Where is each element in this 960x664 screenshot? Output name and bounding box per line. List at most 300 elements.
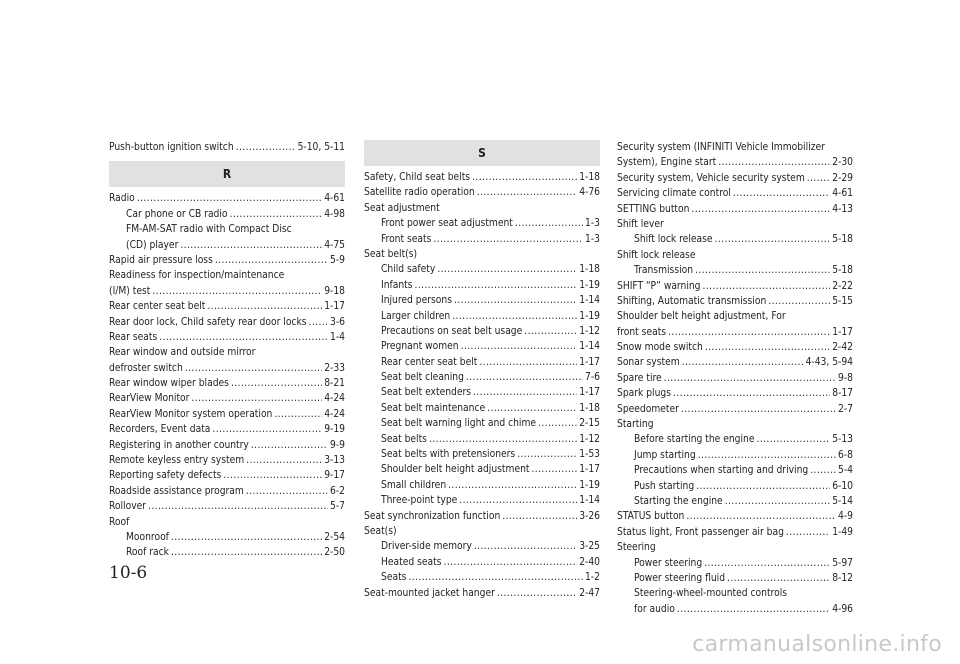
entry-page-ref: 5-9	[330, 254, 345, 266]
entry-page-ref: 3-6	[330, 316, 345, 328]
dot-leader	[696, 479, 830, 494]
entry-text: Servicing climate control	[617, 188, 731, 200]
dot-leader	[718, 155, 830, 170]
entry-page-ref: 1-3	[585, 218, 600, 230]
entry-text: Heated seats	[381, 556, 442, 568]
entry-page-ref: 5-14	[832, 495, 853, 507]
entry-text: Status light, Front passenger air bag	[617, 526, 784, 538]
entry-text: Rollover	[109, 501, 147, 513]
entry-page-ref: 1-14	[579, 341, 600, 353]
index-entry	[617, 479, 853, 494]
entry-text: Injured persons	[381, 295, 452, 307]
index-entry	[364, 447, 600, 462]
entry-page-ref: 3-26	[579, 510, 600, 522]
index-entry	[364, 247, 600, 262]
dot-leader	[538, 416, 577, 431]
entry-page-ref: 5-97	[832, 557, 853, 569]
entry-page-ref: 1-17	[579, 356, 600, 368]
entry-text: Shift lock release	[617, 249, 696, 261]
index-entry	[617, 509, 853, 524]
dot-leader	[682, 355, 804, 370]
entry-text: front seats	[617, 326, 667, 338]
entry-text: Spare tire	[617, 372, 662, 384]
entry-text: Seat belt warning light and chime	[381, 418, 537, 430]
entry-page-ref: 2-29	[832, 172, 853, 184]
watermark-text: carmanualsonline.info	[692, 632, 942, 657]
index-entry	[364, 339, 600, 354]
entry-page-ref: 5-4	[838, 465, 853, 477]
index-entry	[109, 530, 345, 545]
index-entry	[109, 361, 345, 376]
entry-text: Security system, Vehicle security system	[617, 172, 805, 184]
index-entry	[364, 170, 600, 185]
index-entry	[364, 262, 600, 277]
dot-leader	[807, 171, 830, 186]
entry-page-ref: 1-2	[585, 572, 600, 584]
index-entry	[109, 238, 345, 253]
index-column-2	[364, 140, 600, 601]
entry-text: Speedometer	[617, 403, 679, 415]
entry-page-ref: 5-18	[832, 265, 853, 277]
entry-text: STATUS button	[617, 511, 685, 523]
entry-text: Front power seat adjustment	[381, 218, 513, 230]
dot-leader	[479, 355, 577, 370]
dot-leader	[466, 370, 583, 385]
index-entry	[109, 140, 345, 155]
dot-leader	[677, 602, 830, 617]
dot-leader	[517, 447, 577, 462]
entry-page-ref: 1-17	[832, 326, 853, 338]
dot-leader	[159, 330, 328, 345]
entry-text: Sonar system	[617, 357, 680, 369]
index-entry	[617, 525, 853, 540]
entry-text: Three-point type	[381, 495, 458, 507]
entry-text: Push-button ignition switch	[109, 141, 234, 153]
dot-leader	[274, 407, 322, 422]
dot-leader	[454, 293, 577, 308]
entry-text: Roof rack	[126, 547, 169, 559]
entry-text: Precautions when starting and driving	[634, 465, 809, 477]
entry-text: RearView Monitor	[109, 393, 190, 405]
entry-text: Rear window and outside mirror	[109, 347, 256, 359]
entry-page-ref: 5-7	[330, 501, 345, 513]
index-entry	[617, 494, 853, 509]
dot-leader	[715, 232, 831, 247]
entry-text: Rear seats	[109, 331, 158, 343]
index-entry	[617, 202, 853, 217]
dot-leader	[452, 309, 577, 324]
entry-page-ref: 1-19	[579, 279, 600, 291]
entry-text: Front seats	[381, 233, 432, 245]
dot-leader	[681, 402, 836, 417]
entry-page-ref: 6-8	[838, 449, 853, 461]
entry-page-ref: 1-18	[579, 264, 600, 276]
entries-s	[364, 170, 600, 601]
entry-text: Readiness for inspection/maintenance	[109, 270, 285, 282]
entry-text: Safety, Child seat belts	[364, 171, 471, 183]
index-entry	[617, 171, 853, 186]
dot-leader	[473, 385, 577, 400]
index-column-1	[109, 140, 345, 561]
dot-leader	[444, 555, 578, 570]
entries-r	[109, 191, 345, 560]
dot-leader	[725, 494, 830, 509]
entry-page-ref: 1-49	[832, 526, 853, 538]
index-entry	[109, 438, 345, 453]
entry-text: Seat(s)	[364, 525, 397, 537]
index-entry	[364, 432, 600, 447]
entry-text: Seat belt extenders	[381, 387, 472, 399]
index-entry	[617, 448, 853, 463]
entry-text: Starting	[617, 419, 654, 431]
entry-page-ref: 3-25	[579, 541, 600, 553]
entry-page-ref: 9-9	[330, 439, 345, 451]
entry-page-ref: 4-24	[324, 393, 345, 405]
entry-text: Roof	[109, 516, 130, 528]
dot-leader	[477, 185, 577, 200]
entry-text: Shifting, Automatic transmission	[617, 295, 767, 307]
dot-leader	[246, 484, 328, 499]
entry-text: Power steering fluid	[634, 572, 726, 584]
entry-text: Starting the engine	[634, 495, 723, 507]
dot-leader	[705, 340, 830, 355]
index-entry	[109, 299, 345, 314]
dot-leader	[408, 570, 583, 585]
entry-page-ref: 9-18	[324, 285, 345, 297]
dot-leader	[152, 284, 322, 299]
dot-leader	[236, 140, 296, 155]
entry-page-ref: 1-12	[579, 325, 600, 337]
index-entry	[364, 370, 600, 385]
index-entry	[617, 355, 853, 370]
entry-text: Shoulder belt height adjustment, For	[617, 311, 786, 323]
entry-page-ref: 5-18	[832, 234, 853, 246]
entry-page-ref: 8-21	[324, 378, 345, 390]
entry-page-ref: 1-53	[579, 449, 600, 461]
dot-leader	[215, 253, 328, 268]
dot-leader	[664, 371, 836, 386]
dot-leader	[487, 401, 577, 416]
entry-text: Precautions on seat belt usage	[381, 325, 523, 337]
index-entry	[364, 493, 600, 508]
index-entry	[617, 586, 853, 601]
entry-text: Steering	[617, 542, 656, 554]
index-entry	[364, 201, 600, 216]
dot-leader	[703, 279, 831, 294]
entry-text: Jump starting	[634, 449, 696, 461]
entry-page-ref: 1-14	[579, 495, 600, 507]
index-entry	[617, 340, 853, 355]
dot-leader	[497, 586, 577, 601]
entry-text: Rear door lock, Child safety rear door locks	[109, 316, 307, 328]
entry-page-ref: 1-14	[579, 295, 600, 307]
entry-page-ref: 2-30	[832, 157, 853, 169]
letter-heading-s	[364, 140, 600, 166]
entry-text: Shift lock release	[634, 234, 713, 246]
entry-text: System), Engine start	[617, 157, 717, 169]
entry-text: Seat belts	[381, 433, 427, 445]
index-entry	[617, 309, 853, 324]
entry-text: Rear center seat belt	[381, 356, 478, 368]
entry-text: Security system (INFINITI Vehicle Immobilizer	[617, 141, 825, 153]
entry-text: Small children	[381, 479, 447, 491]
index-entry	[109, 484, 345, 499]
index-entry	[617, 386, 853, 401]
entry-page-ref: 1-17	[579, 387, 600, 399]
index-entry	[617, 463, 853, 478]
entry-text: Push starting	[634, 480, 695, 492]
dot-leader	[768, 294, 830, 309]
dot-leader	[223, 468, 322, 483]
dot-leader	[207, 299, 322, 314]
entry-page-ref: 1-4	[330, 331, 345, 343]
index-entry	[617, 186, 853, 201]
entry-text: for audio	[634, 603, 675, 615]
index-entry	[109, 453, 345, 468]
dot-leader	[309, 315, 328, 330]
entry-page-ref: 4-61	[832, 188, 853, 200]
entry-page-ref: 2-33	[324, 362, 345, 374]
index-entry	[109, 284, 345, 299]
letter-r: R	[222, 167, 232, 182]
entry-text: Radio	[109, 193, 135, 205]
index-entry	[617, 263, 853, 278]
entry-text: Seat belt cleaning	[381, 372, 464, 384]
entry-text: Reporting safety defects	[109, 470, 222, 482]
entry-text: Steering-wheel-mounted controls	[634, 588, 788, 600]
dot-leader	[171, 545, 322, 560]
index-entry	[109, 407, 345, 422]
entry-page-ref: 9-17	[324, 470, 345, 482]
entry-text: SHIFT “P” warning	[617, 280, 701, 292]
index-entry	[364, 570, 600, 585]
dot-leader	[704, 556, 830, 571]
entry-text: Seat belts with pretensioners	[381, 449, 516, 461]
entry-page-ref: 6-10	[832, 480, 853, 492]
entry-page-ref: 8-12	[832, 572, 853, 584]
index-entry	[364, 478, 600, 493]
entry-page-ref: 2-47	[579, 587, 600, 599]
entry-page-ref: 2-7	[838, 403, 853, 415]
dot-leader	[698, 448, 836, 463]
index-entry	[109, 191, 345, 206]
entry-text: Rapid air pressure loss	[109, 254, 213, 266]
index-entry	[109, 207, 345, 222]
index-entry	[109, 268, 345, 283]
entry-page-ref: 5-13	[832, 434, 853, 446]
index-entry	[364, 309, 600, 324]
letter-s: S	[478, 146, 486, 160]
dot-leader	[695, 263, 830, 278]
entry-text: SETTING button	[617, 203, 690, 215]
dot-leader	[686, 509, 836, 524]
index-column-3	[617, 140, 853, 617]
entry-page-ref: 9-8	[838, 372, 853, 384]
entry-page-ref: 1-19	[579, 310, 600, 322]
index-entry	[617, 571, 853, 586]
dot-leader	[474, 539, 577, 554]
entry-page-ref: 4-43, 5-94	[805, 357, 853, 369]
dot-leader	[415, 278, 578, 293]
entry-page-ref: 4-13	[832, 203, 853, 215]
index-entry	[364, 401, 600, 416]
dot-leader	[810, 463, 836, 478]
index-entry	[109, 330, 345, 345]
index-entry	[109, 515, 345, 530]
entry-page-ref: 4-98	[324, 208, 345, 220]
entry-page-ref: 5-10, 5-11	[297, 141, 345, 153]
entry-text: defroster switch	[109, 362, 183, 374]
index-entry	[109, 468, 345, 483]
entry-page-ref: 4-76	[579, 187, 600, 199]
index-entry	[617, 232, 853, 247]
entry-page-ref: 1-18	[579, 171, 600, 183]
entry-text: Rear window wiper blades	[109, 378, 229, 390]
dot-leader	[691, 202, 830, 217]
entry-page-ref: 3-13	[324, 455, 345, 467]
entry-text: Recorders, Event data	[109, 424, 211, 436]
entry-text: Pregnant women	[381, 341, 459, 353]
entry-text: (I/M) test	[109, 285, 151, 297]
index-entry	[617, 217, 853, 232]
index-entry	[364, 355, 600, 370]
dot-leader	[727, 571, 830, 586]
index-entry	[364, 385, 600, 400]
dot-leader	[757, 432, 831, 447]
dot-leader	[668, 325, 830, 340]
entry-page-ref: 2-50	[324, 547, 345, 559]
index-entry	[109, 376, 345, 391]
entry-text: Seat-mounted jacket hanger	[364, 587, 495, 599]
entry-page-ref: 4-75	[324, 239, 345, 251]
entry-text: RearView Monitor system operation	[109, 408, 273, 420]
index-entry	[109, 422, 345, 437]
index-entry	[364, 524, 600, 539]
dot-leader	[733, 186, 830, 201]
dot-leader	[185, 361, 322, 376]
index-entry	[617, 602, 853, 617]
entry-page-ref: 1-18	[579, 402, 600, 414]
entry-text: Seats	[381, 572, 407, 584]
index-entry	[364, 555, 600, 570]
entry-text: Seat belt(s)	[364, 248, 418, 260]
entry-text: Snow mode switch	[617, 342, 703, 354]
entry-text: Car phone or CB radio	[126, 208, 228, 220]
entry-text: Seat adjustment	[364, 202, 440, 214]
entry-page-ref: 2-40	[579, 556, 600, 568]
entry-page-ref: 8-17	[832, 388, 853, 400]
entry-text: Driver-side memory	[381, 541, 472, 553]
dot-leader	[429, 432, 577, 447]
dot-leader	[231, 376, 322, 391]
dot-leader	[433, 232, 583, 247]
index-entry	[364, 462, 600, 477]
entry-page-ref: 2-15	[579, 418, 600, 430]
entry-text: Shoulder belt height adjustment	[381, 464, 530, 476]
entry-page-ref: 1-19	[579, 479, 600, 491]
index-entry	[364, 539, 600, 554]
entry-page-ref: 4-61	[324, 193, 345, 205]
index-entry	[364, 586, 600, 601]
index-entry	[109, 391, 345, 406]
index-entry	[109, 499, 345, 514]
entry-text: Seat belt maintenance	[381, 402, 486, 414]
index-entry	[617, 325, 853, 340]
entry-text: Before starting the engine	[634, 434, 755, 446]
dot-leader	[673, 386, 830, 401]
dot-leader	[191, 391, 322, 406]
dot-leader	[137, 191, 322, 206]
index-entry	[364, 324, 600, 339]
index-entry	[109, 253, 345, 268]
index-entry	[617, 248, 853, 263]
index-entry	[617, 417, 853, 432]
entry-page-ref: 2-54	[324, 531, 345, 543]
entry-text: FM-AM-SAT radio with Compact Disc	[126, 224, 292, 236]
dot-leader	[515, 216, 583, 231]
index-entry	[364, 232, 600, 247]
letter-heading-r	[109, 161, 345, 187]
dot-leader	[212, 422, 322, 437]
entry-text: Spark plugs	[617, 388, 672, 400]
dot-leader	[459, 493, 577, 508]
entry-page-ref: 2-22	[832, 280, 853, 292]
entry-text: Remote keyless entry system	[109, 455, 245, 467]
dot-leader	[437, 262, 577, 277]
entry-page-ref: 1-3	[585, 233, 600, 245]
entry-text: Rear center seat belt	[109, 301, 206, 313]
index-entry	[109, 345, 345, 360]
index-entry	[364, 216, 600, 231]
entry-text: Power steering	[634, 557, 703, 569]
entry-page-ref: 2-42	[832, 342, 853, 354]
dot-leader	[251, 438, 328, 453]
dot-leader	[502, 509, 577, 524]
entry-page-ref: 5-15	[832, 295, 853, 307]
entry-text: Roadside assistance program	[109, 485, 244, 497]
entries-before-r	[109, 140, 345, 155]
entry-text: Registering in another country	[109, 439, 249, 451]
index-entry	[617, 279, 853, 294]
entry-text: Larger children	[381, 310, 451, 322]
dot-leader	[246, 453, 322, 468]
dot-leader	[180, 238, 322, 253]
index-entry	[364, 416, 600, 431]
index-entry	[364, 278, 600, 293]
entry-page-ref: 1-17	[324, 301, 345, 313]
dot-leader	[524, 324, 577, 339]
page-number: 10-6	[109, 563, 148, 583]
index-entry	[617, 294, 853, 309]
entry-text: Moonroof	[126, 531, 169, 543]
index-entry	[617, 140, 853, 155]
index-entry	[109, 315, 345, 330]
entry-page-ref: 1-17	[579, 464, 600, 476]
entry-page-ref: 9-19	[324, 424, 345, 436]
entry-text: Shift lever	[617, 218, 664, 230]
entry-text: Infants	[381, 279, 413, 291]
entry-page-ref: 4-9	[838, 511, 853, 523]
entry-page-ref: 4-24	[324, 408, 345, 420]
index-entry	[109, 545, 345, 560]
index-entry	[109, 222, 345, 237]
entry-page-ref: 7-6	[585, 372, 600, 384]
entry-page-ref: 1-12	[579, 433, 600, 445]
dot-leader	[472, 170, 577, 185]
dot-leader	[461, 339, 578, 354]
index-entry	[617, 155, 853, 170]
index-entry	[617, 540, 853, 555]
